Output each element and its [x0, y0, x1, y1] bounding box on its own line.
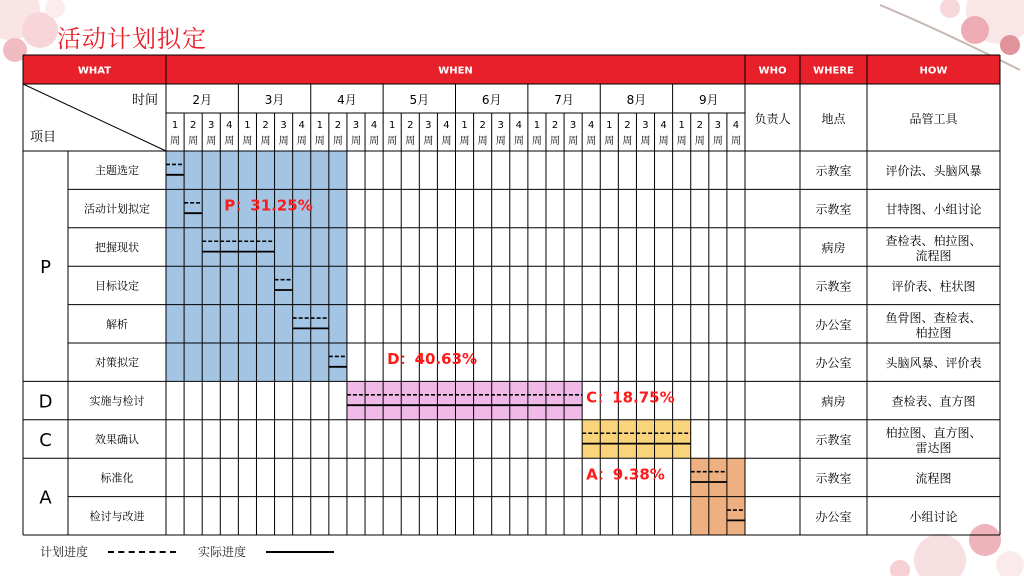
- week-unit: 周: [604, 136, 615, 147]
- week-number: 3: [208, 120, 215, 131]
- phase-letter-a: A: [39, 487, 52, 509]
- week-unit: 周: [170, 136, 181, 147]
- week-unit: 周: [206, 136, 217, 147]
- month-label: 9月: [698, 93, 719, 107]
- percent-label-a: A：9.38%: [586, 465, 665, 484]
- month-label: 7月: [554, 93, 574, 107]
- phase-letter-d: D: [38, 391, 53, 413]
- week-number: 4: [443, 120, 450, 131]
- week-number: 3: [642, 120, 649, 131]
- month-label: 2月: [192, 93, 213, 107]
- task-name: 对策拟定: [95, 356, 139, 370]
- week-unit: 周: [188, 136, 199, 147]
- task-tools: 评价表、柱状图: [891, 279, 976, 294]
- task-tools-line2: 流程图: [915, 249, 952, 263]
- week-number: 1: [388, 120, 396, 131]
- task-name: 活动计划拟定: [84, 202, 150, 216]
- week-unit: 周: [694, 136, 705, 147]
- week-unit: 周: [242, 136, 253, 147]
- week-unit: 周: [550, 136, 561, 147]
- month-label: 3月: [264, 93, 285, 107]
- task-tools: 甘特图、小组讨论: [885, 202, 982, 217]
- week-number: 4: [226, 120, 233, 131]
- task-name: 解析: [106, 317, 128, 331]
- week-number: 2: [551, 120, 559, 131]
- task-location: 示教室: [815, 164, 852, 179]
- item-label: 项目: [30, 130, 57, 145]
- week-number: 2: [407, 120, 414, 131]
- tools-label: 品管工具: [909, 112, 958, 126]
- task-location: 办公室: [815, 356, 852, 371]
- task-name: 实施与检讨: [89, 394, 145, 408]
- task-name: 主题选定: [95, 164, 139, 178]
- week-unit: 周: [568, 136, 579, 147]
- legend-actual-solid-line: [266, 551, 334, 553]
- week-unit: 周: [296, 136, 307, 147]
- week-unit: 周: [441, 136, 452, 147]
- task-tools-line2: 柏拉图: [915, 325, 952, 340]
- week-number: 1: [316, 120, 323, 131]
- task-name: 目标设定: [95, 279, 139, 293]
- header-who-label: WHO: [758, 65, 787, 77]
- task-tools: 小组讨论: [909, 509, 958, 524]
- task-location: 示教室: [815, 202, 852, 217]
- week-unit: 周: [622, 136, 633, 147]
- month-label: 4月: [337, 93, 357, 107]
- task-location: 示教室: [815, 471, 852, 486]
- week-number: 2: [696, 120, 703, 131]
- header-what-label: WHAT: [77, 65, 112, 77]
- week-number: 2: [262, 120, 269, 131]
- phase-letter-c: C: [39, 430, 52, 451]
- week-unit: 周: [405, 136, 416, 147]
- week-unit: 周: [459, 136, 470, 147]
- week-number: 3: [352, 120, 360, 131]
- legend-plan-label: 计划进度: [40, 545, 89, 559]
- task-location: 病房: [821, 241, 846, 255]
- phase-fill-d: [347, 381, 582, 419]
- week-number: 4: [660, 120, 667, 131]
- week-unit: 周: [350, 136, 361, 147]
- phase-letter-p: P: [40, 257, 51, 279]
- week-number: 3: [280, 120, 287, 131]
- week-number: 2: [334, 120, 342, 131]
- week-unit: 周: [658, 136, 669, 147]
- task-tools-line1: 鱼骨图、查检表、: [885, 310, 982, 325]
- month-label: 5月: [409, 93, 430, 107]
- week-number: 1: [461, 120, 468, 131]
- week-unit: 周: [332, 136, 343, 147]
- week-unit: 周: [495, 136, 506, 147]
- week-number: 1: [244, 120, 251, 131]
- week-number: 4: [588, 120, 595, 131]
- week-number: 3: [425, 120, 432, 131]
- task-location: 示教室: [815, 279, 852, 294]
- week-unit: 周: [369, 136, 380, 147]
- header-where-label: WHERE: [813, 65, 854, 77]
- week-unit: 周: [640, 136, 651, 147]
- task-tools-line2: 雷达图: [915, 441, 952, 455]
- week-unit: 周: [513, 136, 524, 147]
- week-number: 2: [624, 120, 631, 131]
- task-tools-line1: 柏拉图、直方图、: [885, 426, 982, 440]
- week-unit: 周: [712, 136, 723, 147]
- week-number: 4: [370, 120, 378, 131]
- task-name: 效果确认: [95, 433, 139, 446]
- legend-actual-label: 实际进度: [198, 545, 247, 559]
- week-number: 4: [298, 120, 305, 131]
- task-tools-line1: 查检表、柏拉图、: [885, 234, 982, 248]
- week-number: 1: [678, 120, 685, 131]
- week-number: 1: [533, 120, 541, 131]
- week-number: 2: [189, 120, 197, 131]
- week-unit: 周: [676, 136, 687, 147]
- week-unit: 周: [586, 136, 597, 147]
- owner-label: 负责人: [754, 112, 791, 126]
- task-tools: 头脑风暴、评价表: [885, 356, 982, 371]
- task-name: 标准化: [100, 471, 134, 485]
- task-location: 病房: [821, 394, 846, 409]
- header-when-label: WHEN: [438, 65, 473, 77]
- location-label: 地点: [821, 112, 846, 126]
- legend-plan-dashed-line: [108, 551, 176, 553]
- week-unit: 周: [314, 136, 325, 147]
- percent-label-p: P：31.25%: [224, 196, 313, 215]
- percent-label-d: D：40.63%: [387, 350, 478, 369]
- task-tools: 查检表、直方图: [891, 394, 976, 409]
- week-number: 4: [515, 120, 523, 131]
- task-tools: 流程图: [915, 471, 952, 486]
- task-name: 把握现状: [95, 241, 139, 254]
- week-unit: 周: [531, 136, 542, 147]
- week-number: 3: [569, 120, 577, 131]
- task-name: 检讨与改进: [89, 509, 145, 523]
- month-label: 8月: [626, 93, 647, 107]
- month-label: 6月: [481, 93, 502, 107]
- week-unit: 周: [224, 136, 235, 147]
- task-location: 办公室: [815, 317, 852, 332]
- week-unit: 周: [423, 136, 434, 147]
- week-unit: 周: [260, 136, 271, 147]
- time-label: 时间: [131, 93, 158, 108]
- week-unit: 周: [387, 136, 398, 147]
- week-number: 2: [479, 120, 486, 131]
- percent-label-c: C：18.75%: [586, 388, 675, 407]
- week-number: 1: [171, 120, 179, 131]
- task-tools: 评价法、头脑风暴: [885, 164, 982, 179]
- week-unit: 周: [477, 136, 488, 147]
- week-unit: 周: [278, 136, 289, 147]
- week-unit: 周: [730, 136, 741, 147]
- task-location: 示教室: [815, 433, 852, 447]
- header-how-label: HOW: [919, 65, 948, 77]
- week-number: 1: [606, 120, 613, 131]
- page-title: 活动计划拟定: [57, 25, 207, 53]
- week-number: 4: [732, 120, 740, 131]
- week-number: 3: [497, 120, 504, 131]
- week-number: 3: [714, 120, 722, 131]
- task-location: 办公室: [815, 509, 852, 524]
